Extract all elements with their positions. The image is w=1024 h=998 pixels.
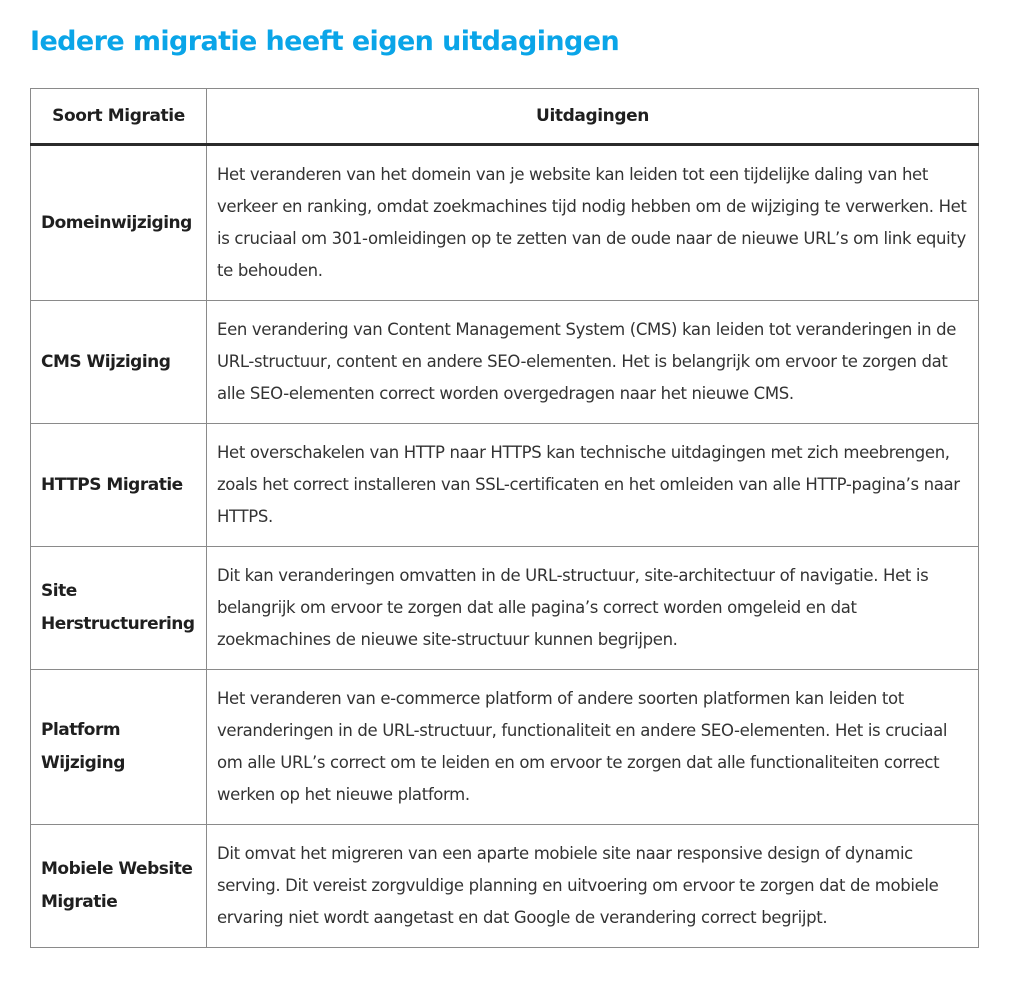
page-title: Iedere migratie heeft eigen uitdagingen: [30, 26, 620, 57]
challenges-cell: Dit kan veranderingen omvatten in de URL-structuur, site-architectuur of navigatie. Het is belangrijk om ervoor te zorgen dat alle pagina’s correct worden omgeleid en dat zoekmachines de nieuwe site-structuur kunnen begrijpen.: [207, 547, 979, 670]
challenges-cell: Een verandering van Content Management System (CMS) kan leiden tot veranderingen in de URL-structuur, content en andere SEO-elementen. Het is belangrijk om ervoor te zorgen dat alle SEO-elementen correct worden overgedragen naar het nieuwe CMS.: [207, 301, 979, 424]
table-row: [31, 670, 979, 825]
challenges-cell: Het veranderen van e-commerce platform of andere soorten platformen kan leiden tot veranderingen in de URL-structuur, functionaliteit en andere SEO-elementen. Het is cruciaal om alle URL’s correct om te leiden en om ervoor te zorgen dat alle functionaliteiten correct werken op het nieuwe platform.: [207, 670, 979, 825]
migration-challenges-table: [30, 88, 979, 948]
challenges-cell: Het veranderen van het domein van je website kan leiden tot een tijdelijke daling van het verkeer en ranking, omdat zoekmachines tijd nodig hebben om de wijziging te verwerken. Het is cruciaal om 301-omleidingen op te zetten van de oude naar de nieuwe URL’s om link equity te behouden.: [207, 145, 979, 301]
table-header: [31, 89, 979, 145]
migration-type-cell: CMS Wijziging: [31, 301, 207, 424]
table-row: [31, 301, 979, 424]
migration-type-cell: Domeinwijziging: [31, 145, 207, 301]
table-header-row: [31, 89, 979, 145]
column-header-migration-type: Soort Migratie: [31, 89, 207, 145]
migration-type-cell: Mobiele Website Migratie: [31, 825, 207, 948]
migration-type-cell: Site Herstructurering: [31, 547, 207, 670]
challenges-cell: Het overschakelen van HTTP naar HTTPS kan technische uitdagingen met zich meebrengen, zoals het correct installeren van SSL-certificaten en het omleiden van alle HTTP-pagina’s naar HTTPS.: [207, 424, 979, 547]
table-row: [31, 547, 979, 670]
table-body: [31, 145, 979, 948]
migration-type-cell: HTTPS Migratie: [31, 424, 207, 547]
table-row: [31, 825, 979, 948]
column-header-challenges: Uitdagingen: [207, 89, 979, 145]
table-row: [31, 145, 979, 301]
table-row: [31, 424, 979, 547]
challenges-cell: Dit omvat het migreren van een aparte mobiele site naar responsive design of dynamic serving. Dit vereist zorgvuldige planning en uitvoering om ervoor te zorgen dat de mobiele ervaring niet wordt aangetast en dat Google de verandering correct begrijpt.: [207, 825, 979, 948]
migration-type-cell: Platform Wijziging: [31, 670, 207, 825]
